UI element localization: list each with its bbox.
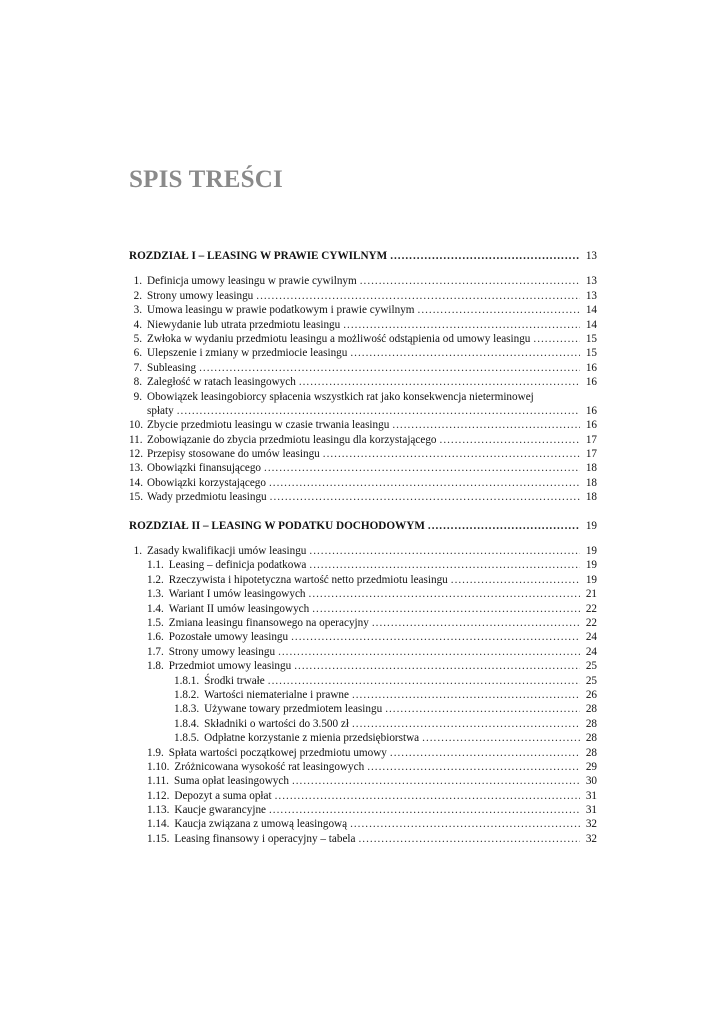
- entry-title: Wartości niematerialne i prawne: [204, 688, 349, 701]
- entry-number: 1.13.: [147, 804, 170, 817]
- page-number: 28: [585, 746, 597, 759]
- entry-title: Zaległość w ratach leasingowych: [147, 376, 296, 389]
- entry-number: 1.: [133, 545, 142, 558]
- entry-number: 1.: [133, 275, 142, 288]
- dot-leader: [359, 832, 581, 846]
- page-number: 13: [585, 275, 597, 288]
- entry-title: Odpłatne korzystanie z mienia przedsiębiorstwa: [204, 732, 420, 745]
- toc-subentry: [129, 746, 597, 760]
- page-number: 18: [585, 462, 597, 475]
- page-number: 14: [585, 318, 597, 331]
- page-number: 15: [585, 332, 597, 345]
- page-number: 28: [585, 732, 597, 745]
- toc-entry: [129, 303, 597, 317]
- page-title: SPIS TREŚCI: [129, 166, 283, 193]
- dot-leader: [275, 789, 580, 803]
- entry-title: Depozyt a suma opłat: [174, 789, 272, 802]
- dot-leader: [269, 803, 580, 817]
- entry-title: Używane towary przedmiotem leasingu: [204, 703, 383, 716]
- dot-leader: [294, 659, 580, 673]
- page-number: 16: [585, 404, 597, 417]
- dot-leader: [278, 645, 580, 659]
- entry-number: 1.8.3.: [174, 703, 200, 716]
- page-number: 14: [585, 304, 597, 317]
- entry-number: 1.14.: [147, 818, 170, 831]
- entry-number: 1.9.: [147, 746, 164, 759]
- entry-number: 11.: [129, 433, 143, 446]
- dot-leader: [299, 375, 580, 389]
- entry-title: Wady przedmiotu leasingu: [147, 491, 267, 504]
- entry-title-continuation: spłaty: [147, 404, 174, 417]
- toc-subentry: [129, 789, 597, 803]
- dot-leader: [256, 289, 580, 303]
- page-number: 15: [585, 347, 597, 360]
- chapter-title: ROZDZIAŁ II – LEASING W PODATKU DOCHODOWYM: [129, 519, 425, 532]
- entry-number: 14.: [129, 476, 143, 489]
- entry-number: 1.8.2.: [174, 688, 200, 701]
- entry-title: Zróżnicowana wysokość rat leasingowych: [174, 760, 365, 773]
- entry-number: 10.: [129, 419, 143, 432]
- table-of-contents: [129, 246, 597, 846]
- toc-subentry: [129, 760, 597, 774]
- toc-subentry: [129, 659, 597, 673]
- dot-leader: [418, 303, 580, 317]
- entry-number: 1.1.: [147, 559, 164, 572]
- toc-entry: [129, 476, 597, 490]
- dot-leader: [385, 702, 580, 716]
- page-number: 13: [585, 289, 597, 302]
- page-number: 28: [585, 703, 597, 716]
- entry-number: 4.: [133, 318, 142, 331]
- dot-leader: [440, 433, 580, 447]
- page-number: 19: [585, 519, 597, 532]
- entry-number: 1.8.: [147, 660, 164, 673]
- dot-leader: [360, 274, 580, 288]
- page-number: 19: [585, 573, 597, 586]
- toc-subsubentry: [129, 688, 597, 702]
- dot-leader: [343, 318, 580, 332]
- entry-title: Obowiązki finansującego: [147, 462, 262, 475]
- entry-title: Zwłoka w wydaniu przedmiotu leasingu a możliwość odstąpienia od umowy leasingu: [147, 332, 531, 345]
- page-number: 32: [585, 818, 597, 831]
- dot-leader: [451, 573, 580, 587]
- entry-number: 1.11.: [147, 775, 169, 788]
- entry-number: 1.4.: [147, 602, 164, 615]
- entry-number: 1.6.: [147, 631, 164, 644]
- dot-leader: [309, 558, 580, 572]
- toc-entry: [129, 375, 597, 389]
- dot-leader: [350, 817, 580, 831]
- page-number: 16: [585, 361, 597, 374]
- dot-leader: [352, 717, 580, 731]
- toc-entry: [129, 274, 597, 288]
- entry-title: Przedmiot umowy leasingu: [168, 660, 292, 673]
- entry-title: Zbycie przedmiotu leasingu w czasie trwania leasingu: [147, 419, 390, 432]
- toc-entry: [129, 544, 597, 558]
- entry-number: 1.12.: [147, 789, 170, 802]
- toc-subentry: [129, 832, 597, 846]
- dot-leader: [422, 731, 580, 745]
- entry-title: Środki trwałe: [204, 674, 265, 687]
- entry-title: Spłata wartości początkowej przedmiotu umowy: [168, 746, 387, 759]
- page-number: 26: [585, 688, 597, 701]
- entry-title: Obowiązki korzystającego: [147, 476, 266, 489]
- entry-title: Subleasing: [147, 361, 197, 374]
- page-number: 17: [585, 448, 597, 461]
- entry-number: 1.8.4.: [174, 717, 200, 730]
- toc-subentry: [129, 803, 597, 817]
- entry-number: 1.7.: [147, 645, 164, 658]
- dot-leader: [350, 346, 580, 360]
- entry-number: 1.3.: [147, 588, 164, 601]
- entry-number: 9.: [133, 390, 142, 403]
- entry-title: Umowa leasingu w prawie podatkowym i prawie cywilnym: [147, 304, 415, 317]
- entry-number: 1.15.: [147, 832, 170, 845]
- dot-leader: [309, 544, 580, 558]
- toc-entry: [129, 418, 597, 432]
- entry-title: Leasing finansowy i operacyjny – tabela: [174, 832, 356, 845]
- toc-entry: [129, 433, 597, 447]
- dot-leader: [367, 760, 580, 774]
- page-number: 30: [585, 775, 597, 788]
- dot-leader: [390, 249, 580, 263]
- page-number: 19: [585, 545, 597, 558]
- entry-number: 8.: [133, 376, 142, 389]
- toc-subsubentry: [129, 674, 597, 688]
- dot-leader: [372, 616, 580, 630]
- toc-entry: [129, 361, 597, 375]
- dot-leader: [309, 587, 580, 601]
- entry-title: Kaucja związana z umową leasingową: [174, 818, 348, 831]
- dot-leader: [269, 476, 580, 490]
- toc-subentry: [129, 587, 597, 601]
- dot-leader: [352, 688, 580, 702]
- section-spacer: [129, 505, 597, 516]
- entry-title: Wariant I umów leasingowych: [168, 588, 306, 601]
- entry-title: Definicja umowy leasingu w prawie cywilnym: [147, 275, 357, 288]
- page-number: 25: [585, 660, 597, 673]
- entry-title: Suma opłat leasingowych: [173, 775, 289, 788]
- page-number: 18: [585, 491, 597, 504]
- page-number: 25: [585, 674, 597, 687]
- page-number: 16: [585, 376, 597, 389]
- toc-subentry: [129, 630, 597, 644]
- page-number: 31: [585, 789, 597, 802]
- page-number: 21: [585, 588, 597, 601]
- entry-title: Kaucje gwarancyjne: [174, 804, 266, 817]
- dot-leader: [323, 447, 580, 461]
- entry-number: 1.8.5.: [174, 732, 200, 745]
- toc-entry: [129, 346, 597, 360]
- dot-leader: [177, 404, 580, 418]
- toc-subentry: [129, 573, 597, 587]
- entry-number: 1.5.: [147, 616, 164, 629]
- entry-number: 13.: [129, 462, 143, 475]
- page-number: 24: [585, 631, 597, 644]
- page-number: 13: [585, 250, 597, 262]
- dot-leader: [428, 519, 580, 533]
- page-number: 24: [585, 645, 597, 658]
- dot-leader: [390, 746, 580, 760]
- entry-number: 2.: [133, 289, 142, 302]
- dot-leader: [270, 490, 580, 504]
- dot-leader: [533, 332, 580, 346]
- dot-leader: [199, 361, 580, 375]
- toc-subsubentry: [129, 702, 597, 716]
- toc-subsubentry: [129, 717, 597, 731]
- page-number: 28: [585, 717, 597, 730]
- toc-subentry: [129, 774, 597, 788]
- page-number: 19: [585, 559, 597, 572]
- entry-title: Zmiana leasingu finansowego na operacyjny: [168, 616, 369, 629]
- toc-subentry: [129, 558, 597, 572]
- toc-subentry: [129, 616, 597, 630]
- entry-title: Ulepszenie i zmiany w przedmiocie leasingu: [147, 347, 348, 360]
- entry-title: Rzeczywista i hipotetyczna wartość netto przedmiotu leasingu: [168, 573, 448, 586]
- toc-subsubentry: [129, 731, 597, 745]
- entry-title: Zobowiązanie do zbycia przedmiotu leasingu dla korzystającego: [147, 433, 437, 446]
- page-number: 31: [585, 804, 597, 817]
- page-number: 17: [585, 433, 597, 446]
- entry-title: Leasing – definicja podatkowa: [168, 559, 307, 572]
- toc-subentry: [129, 817, 597, 831]
- toc-entry: [129, 289, 597, 303]
- entry-title: Niewydanie lub utrata przedmiotu leasingu: [147, 318, 341, 331]
- page-number: 18: [585, 476, 597, 489]
- toc-subentry: [129, 602, 597, 616]
- dot-leader: [291, 630, 580, 644]
- entry-title: Strony umowy leasingu: [168, 645, 276, 658]
- entry-number: 7.: [133, 361, 142, 374]
- page-number: 29: [585, 760, 597, 773]
- entry-number: 15.: [129, 491, 143, 504]
- page-number: 22: [585, 602, 597, 615]
- toc-entry: [129, 490, 597, 504]
- page-number: 16: [585, 419, 597, 432]
- entry-number: 3.: [133, 304, 142, 317]
- entry-number: 1.10.: [147, 760, 170, 773]
- toc-subentry: [129, 645, 597, 659]
- entry-number: 5.: [133, 332, 142, 345]
- dot-leader: [264, 461, 580, 475]
- dot-leader: [312, 602, 580, 616]
- entry-title: Wariant II umów leasingowych: [168, 602, 310, 615]
- chapter-title: ROZDZIAŁ I – LEASING W PRAWIE CYWILNYM: [129, 250, 388, 262]
- entry-number: 6.: [133, 347, 142, 360]
- entry-title: Pozostałe umowy leasingu: [168, 631, 289, 644]
- entry-number: 12.: [129, 448, 143, 461]
- page-number: 32: [585, 832, 597, 845]
- entry-title: Zasady kwalifikacji umów leasingu: [147, 545, 307, 558]
- page-number: 22: [585, 616, 597, 629]
- entry-number: 1.8.1.: [174, 674, 200, 687]
- toc-entry: [129, 318, 597, 332]
- dot-leader: [392, 418, 580, 432]
- chapter-heading-2: [129, 519, 597, 533]
- toc-entry: [129, 332, 597, 346]
- toc-entry: [129, 390, 597, 419]
- toc-entry: [129, 461, 597, 475]
- entry-title: Przepisy stosowane do umów leasingu: [147, 448, 320, 461]
- toc-entry: [129, 447, 597, 461]
- entry-number: 1.2.: [147, 573, 164, 586]
- entry-title: Składniki o wartości do 3.500 zł: [204, 717, 349, 730]
- dot-leader: [268, 674, 580, 688]
- entry-title: Strony umowy leasingu: [147, 289, 254, 302]
- dot-leader: [292, 774, 580, 788]
- chapter-heading-1: [129, 249, 597, 263]
- entry-title: Obowiązek leasingobiorcy spłacenia wszystkich rat jako konsekwencja nieterminowej: [147, 390, 534, 403]
